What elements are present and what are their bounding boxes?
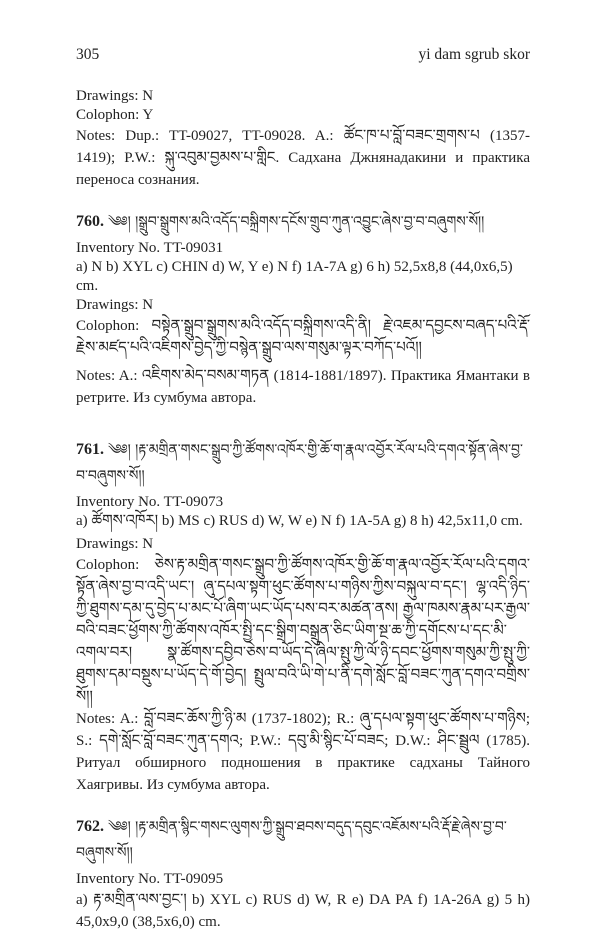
drawings-line: Drawings: N bbox=[76, 536, 154, 552]
colophon-line: Colophon: Y bbox=[76, 107, 154, 123]
page-header bbox=[76, 46, 530, 64]
physical-description: a) རྟ་མགྲིན་ལས་བྱང་། b) XYL c) RUS d) W, R e) DA PA f) 1A-26A g) 5 h) 45,0x9,0 (38,5x6,0) cm. bbox=[76, 892, 530, 930]
entry-number: 762. bbox=[76, 818, 104, 835]
catalog-entry-761 bbox=[76, 437, 530, 796]
inventory-number: Inventory No. TT-09095 bbox=[76, 871, 224, 887]
catalog-entry-762 bbox=[76, 814, 530, 933]
colophon-paragraph: Colophon: ཅེས་རྟ་མགྲིན་གསང་སྒྲུབ་ཀྱི་ཚོགས་འཁོར་གྱི་ཆོ་ག་རྣལ་འབྱོར་རོལ་པའི་དགའ་སྟོན་ཞེས་བྱ་བ་འདི་ཡང་། ཞུ་དཔལ་སྟག་ཕུང་ཚོགས་པ་གཉིས་ཀྱིས་བསྐུལ་བ་དང་། ལྷ་འདི་ཉིད་ཀྱི་ཐུགས་དམ་དུ་བྱེད་པ་མང་པོ་ཞིག་ཡང་ཡོད་པས་བར་མཚན་ནས། རྒྱལ་ཁམས་རྣམ་པར་རྒྱལ་བའི་བཟང་ཕྱོགས་ཀྱི་ཚོགས་འཁོར་སྤྱི་དང་སྒྲིག་བསྒྲུན་ཅིང་ཡིག་སྔ་ཆ་ཀྱི་དགོངས་པ་དང་མི་འགལ་བར། སྣ་ཚོགས་དབྱིབ་ཅེས་བ་ཡོད་དེ་ཞིལ་སྤུ་ཀྱི་ལོ་ཉི་དབང་ཕྱོགས་གསུམ་ཀྱི་སྤུ་ཀྱི་ཐུགས་དམ་བསྡུས་པ་ཡོད་དེ་གོ་བྱེད། སྤྲུལ་བའི་ཡི་གེ་པ་ནི་དགེ་སློང་བློ་བཟང་ཀུན་དགའ་བགྲིས་སོ།། bbox=[76, 557, 530, 705]
entry-title bbox=[76, 209, 530, 235]
inventory-number: Inventory No. TT-09031 bbox=[76, 240, 224, 256]
entry-tibetan-title: ༄༅། །སྒྲུབ་སྒྲུགས་མའི་འདོད་བསྐྲིགས་དངོས་གྲུབ་ཀུན་འབྱུང་ཞེས་བྱ་བ་བཞུགས་སོ།། bbox=[108, 214, 485, 230]
notes-paragraph: Notes: A.: འཇིགས་མེད་བསམ་གཏན (1814-1881/1897). Практика Ямантаки в ретрите. Из сумбума автора. bbox=[76, 368, 530, 406]
entry-title bbox=[76, 437, 530, 489]
entry-tibetan-title: ༄༅། །རྟ་མགྲིན་སྙིང་གསང་ལུགས་ཀྱི་སྒྲུབ་ཐབས་བདུད་དབུང་འཇོམས་པའི་རྡོ་རྗེ་ཞེས་བྱ་བ་བཞུགས་སོ།། bbox=[76, 819, 507, 861]
catalog-entry-760 bbox=[76, 209, 530, 409]
notes-paragraph: Notes: A.: བློ་བཟང་ཆོས་ཀྱི་ཉི་མ (1737-1802); R.: ཞུ་དཔལ་སྟག་ཕུང་ཚོགས་པ་གཉིས; S.: དགེ་སློང་བློ་བཟང་ཀུན་དགའ; P.W.: དབུ་མི་སྙིང་པོ་བཟང; D.W.: ཤིང་སྦྲུལ (1785). Ритуал обширного подношения в практике садханы Тайного Хаягривы. Из сумбума автора. bbox=[76, 711, 530, 793]
notes-paragraph: Notes: Dup.: TT-09027, TT-09028. A.: ཚོང་ཁ་པ་བློ་བཟང་གྲགས་པ (1357-1419); P.W.: སྐུ་འབུམ་བྱམས་པ་གླིང. Садхана Джнянадакини и практика переноса сознания. bbox=[76, 128, 530, 188]
inventory-number: Inventory No. TT-09073 bbox=[76, 494, 224, 510]
drawings-line: Drawings: N bbox=[76, 297, 154, 313]
running-title: yi dam sgrub skor bbox=[418, 46, 530, 63]
entry-title bbox=[76, 814, 530, 866]
entry-number: 760. bbox=[76, 213, 104, 230]
entry-tibetan-title: ༄༅། །རྟ་མགྲིན་གསང་སྒྲུབ་ཀྱི་ཚོགས་འཁོར་གྱི་ཆོ་ག་རྣལ་འབྱོར་རོལ་པའི་དགའ་སྟོན་ཞེས་བྱ་བ་བཞུགས་སོ།། bbox=[76, 442, 523, 484]
colophon-paragraph: Colophon: བསྟེན་སྒྲུབ་སྒྲུགས་མའི་འདོད་བསྐྲིགས་འདི་ནི། རྗེ་འཇམ་དབྱངས་བཞད་པའི་རྡོ་རྗེས་མཛད་པའི་འཇིགས་བྱེད་ཀྱི་བསྙེན་སྒྲུབ་ལས་གསུམ་ལྟར་བཀོད་པའོ།། bbox=[76, 318, 530, 356]
physical-description: a) N b) XYL c) CHIN d) W, Y e) N f) 1A-7A g) 6 h) 52,5x8,8 (44,0x6,5) cm. bbox=[76, 259, 513, 294]
entry-number: 761. bbox=[76, 441, 104, 458]
previous-entry-continuation bbox=[76, 87, 530, 191]
physical-description: a) ཚོགས་འཁོར། b) MS c) RUS d) W, W e) N f) 1A-5A g) 8 h) 42,5x11,0 cm. bbox=[76, 513, 523, 529]
drawings-line: Drawings: N bbox=[76, 88, 154, 104]
page-number: 305 bbox=[76, 46, 100, 63]
